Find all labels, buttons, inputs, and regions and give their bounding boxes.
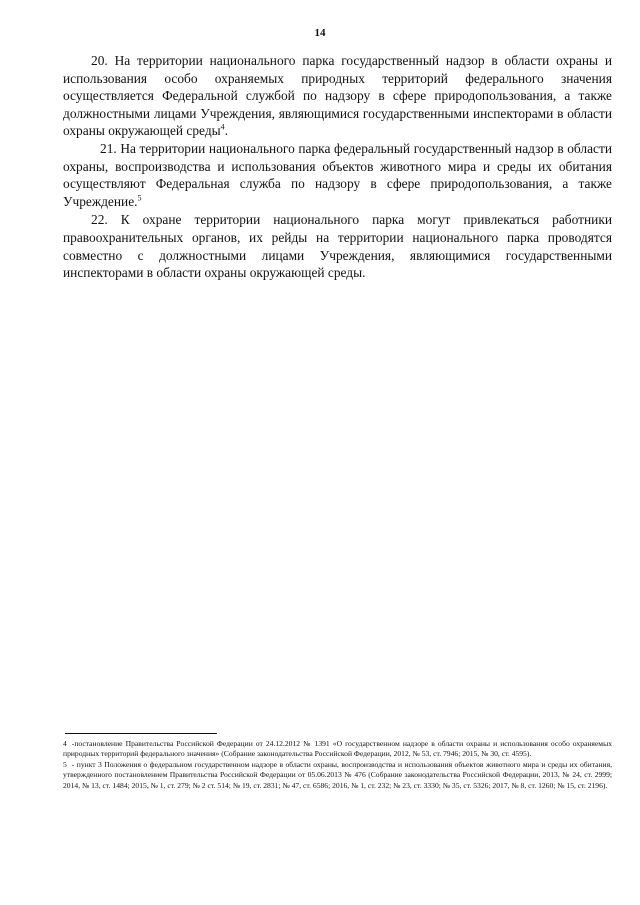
paragraph-22 — [63, 211, 612, 281]
footnote-text: - пункт 3 Положения о федеральном государственном надзоре в области охраны, воспроизводства и использования объектов животного мира и среды их обитания, утвержденного постановлением Правительства Российской Федерации от 05.06.2013 № 476 (Собрание законодательства Российской Федерации, 2013, № 24, ст. 2999; 2014, № 13, ст. 1484; 2015, № 1, ст. 279; № 2 ст. 514; № 19, ст. 2831; № 47, ст. 6586; 2016, № 1, ст. 232; № 23, ст. 3330; № 35, ст. 5326; 2017, № 8, ст. 1260; № 15, ст. 2196). — [63, 759, 612, 790]
footnote-number: 5 — [63, 759, 67, 769]
footnotes — [63, 739, 612, 791]
paragraph-21 — [63, 140, 612, 210]
footnote-number: 4 — [63, 739, 67, 748]
page-number: 14 — [314, 27, 326, 39]
footnote-4 — [63, 739, 612, 760]
paragraph-21-text: 21. На территории национального парка федеральный государственный надзор в области охраны, воспроизводства и использования объектов животного мира и среды их обитания осуществляют Федеральная служба по надзору в сфере природопользования, а также Учреждение. — [63, 140, 612, 209]
paragraph-20: 20. На территории национального парка государственный надзор в области охраны и использования особо охраняемых природных территорий федерального значения осуществляется Федеральной службой по надзору в сфере природопользования, а также должностными лицами Учреждения, являющимися государственными инспекторами в области охраны окружающей среды$^4$. — [63, 53, 612, 139]
footnote-text: -постановление Правительства Российской Федерации от 24.12.2012 № 1391 «О государственном надзоре в области охраны и использования особо охраняемых природных территорий федерального значения» (Собрание законодательства Российской Федерации, 2012, № 53, ст. 7946; 2015, № 30, ст. 4595). — [63, 739, 612, 759]
paragraph-22-text: 22. К охране территории национального парка могут привлекаться работники правоохранительных органов, их рейды на территории национального парка проводятся совместно с должностными лицами Учреждения, являющимися государственными инспекторами в области охраны окружающей среды. — [63, 212, 612, 281]
footnote-separator — [65, 733, 217, 734]
document-body — [63, 52, 612, 282]
footnote-ref-5: 5 — [137, 193, 142, 203]
footnote-5 — [63, 760, 612, 791]
paragraph-20-text: 20. На территории национального парка государственный надзор в области охраны и использования особо охраняемых природных территорий федерального значения осуществляется Федеральной службой по надзору в сфере природопользования, а также должностными лицами Учреждения, являющимися государственными инспекторами в области охраны окружающей среды — [63, 53, 612, 139]
footnote-ref-4: 4 — [220, 122, 225, 132]
